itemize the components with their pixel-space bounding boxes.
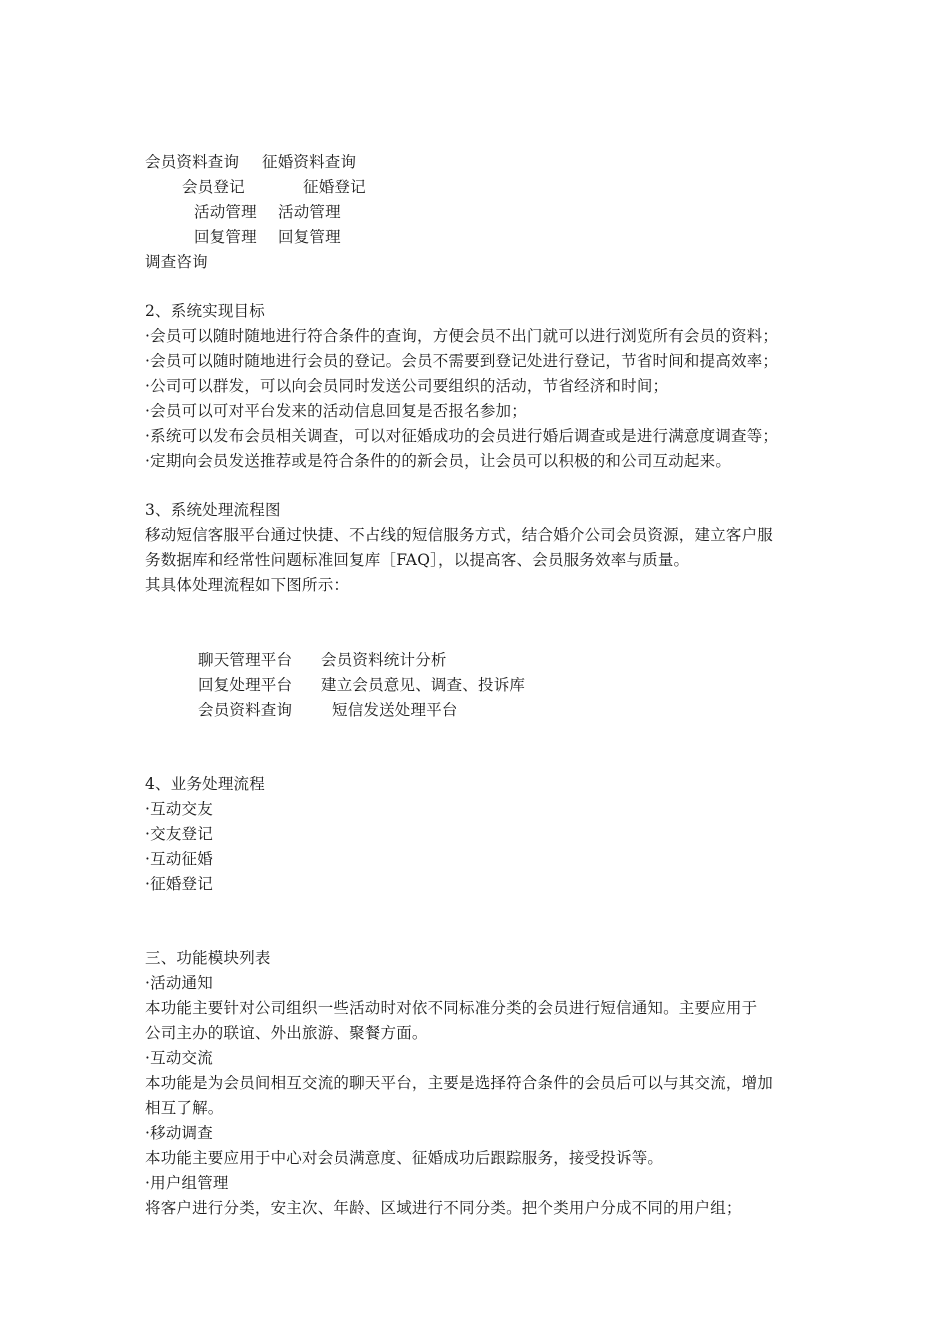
diagram2-feedback-db: 建立会员意见、调查、投诉库 bbox=[321, 676, 526, 694]
section4-item: ·交友登记 bbox=[145, 825, 213, 843]
module-title-interaction: ·互动交流 bbox=[145, 1049, 213, 1067]
diagram1-reply-mgmt-left: 回复管理 bbox=[194, 228, 257, 246]
module-desc: 相互了解。 bbox=[145, 1099, 224, 1117]
diagram1-activity-mgmt-left: 活动管理 bbox=[194, 203, 257, 221]
section2-item: ·会员可以随时随地进行会员的登记。会员不需要到登记处进行登记，节省时间和提高效率； bbox=[145, 352, 779, 370]
diagram1-member-register: 会员登记 bbox=[182, 178, 245, 196]
diagram2-reply-platform: 回复处理平台 bbox=[198, 676, 293, 694]
diagram2-member-stats: 会员资料统计分析 bbox=[321, 651, 447, 669]
section4-item: ·征婚登记 bbox=[145, 875, 213, 893]
diagram1-reply-mgmt-right: 回复管理 bbox=[278, 228, 341, 246]
module-title-user-groups: ·用户组管理 bbox=[145, 1174, 229, 1192]
diagram2-sms-platform: 短信发送处理平台 bbox=[332, 701, 458, 719]
module-desc: 将客户进行分类，安主次、年龄、区域进行不同分类。把个类用户分成不同的用户组； bbox=[145, 1199, 742, 1217]
diagram1-marriage-register: 征婚登记 bbox=[303, 178, 366, 196]
section2-item: ·会员可以可对平台发来的活动信息回复是否报名参加； bbox=[145, 402, 527, 420]
module-title-survey: ·移动调查 bbox=[145, 1124, 213, 1142]
section2-item: ·会员可以随时随地进行符合条件的查询，方便会员不出门就可以进行浏览所有会员的资料； bbox=[145, 327, 779, 345]
section3-paragraph: 务数据库和经常性问题标准回复库［FAQ］，以提高客、会员服务效率与质量。 bbox=[145, 551, 690, 569]
section2-item: ·定期向会员发送推荐或是符合条件的的新会员，让会员可以积极的和公司互动起来。 bbox=[145, 452, 732, 470]
module-title-activity: ·活动通知 bbox=[145, 974, 213, 992]
section2-item: ·公司可以群发，可以向会员同时发送公司要组织的活动，节省经济和时间； bbox=[145, 377, 669, 395]
section4-item: ·互动交友 bbox=[145, 800, 213, 818]
diagram2-chat-platform: 聊天管理平台 bbox=[198, 651, 293, 669]
diagram1-member-query: 会员资料查询 bbox=[145, 153, 240, 171]
module-desc: 公司主办的联谊、外出旅游、聚餐方面。 bbox=[145, 1024, 428, 1042]
section4-heading: 4、业务处理流程 bbox=[145, 775, 265, 793]
diagram1-survey: 调查咨询 bbox=[145, 253, 208, 271]
section2-item: ·系统可以发布会员相关调查，可以对征婚成功的会员进行婚后调查或是进行满意度调查等； bbox=[145, 427, 779, 445]
module-desc: 本功能主要应用于中心对会员满意度、征婚成功后跟踪服务，接受投诉等。 bbox=[145, 1149, 664, 1167]
section3-paragraph: 移动短信客服平台通过快捷、不占线的短信服务方式，结合婚介公司会员资源，建立客户服 bbox=[145, 526, 774, 544]
section4-item: ·互动征婚 bbox=[145, 850, 213, 868]
section2-heading: 2、系统实现目标 bbox=[145, 302, 265, 320]
function-list-heading: 三、功能模块列表 bbox=[145, 949, 271, 967]
diagram2-member-query: 会员资料查询 bbox=[198, 701, 293, 719]
diagram1-activity-mgmt-right: 活动管理 bbox=[278, 203, 341, 221]
diagram1-marriage-query: 征婚资料查询 bbox=[262, 153, 357, 171]
module-desc: 本功能主要针对公司组织一些活动时对依不同标准分类的会员进行短信通知。主要应用于 bbox=[145, 999, 758, 1017]
section3-heading: 3、系统处理流程图 bbox=[145, 501, 281, 519]
section3-paragraph: 其具体处理流程如下图所示： bbox=[145, 576, 350, 594]
module-desc: 本功能是为会员间相互交流的聊天平台，主要是选择符合条件的会员后可以与其交流，增加 bbox=[145, 1074, 774, 1092]
